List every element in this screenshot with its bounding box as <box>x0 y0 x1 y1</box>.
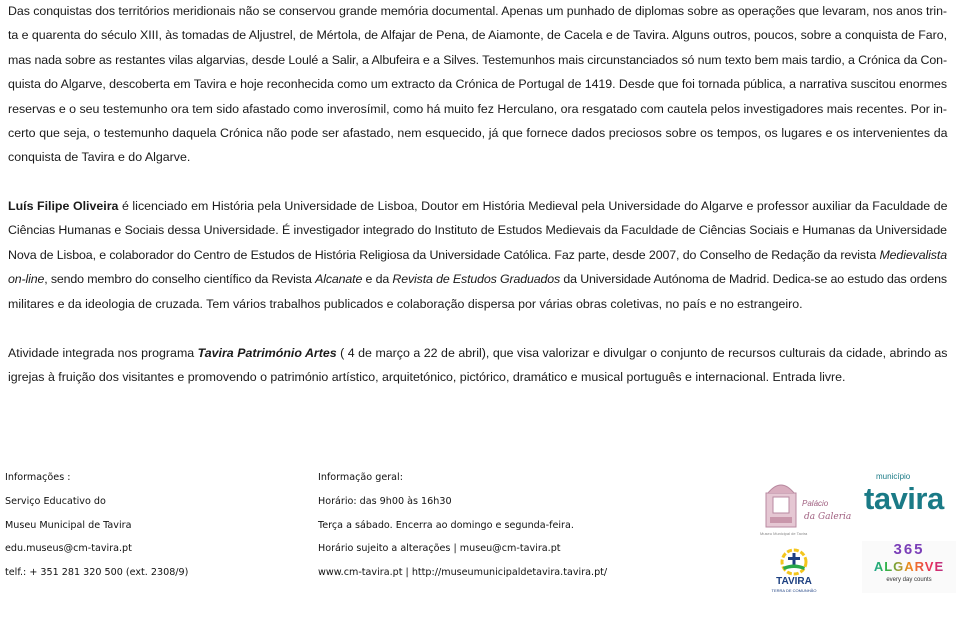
palacio-galeria-logo <box>760 473 850 541</box>
text-segment: e da <box>362 272 393 287</box>
text-segment: conquista de Tavira e do Algarve. <box>8 150 191 165</box>
text-line <box>8 218 948 242</box>
contacts-email[interactable]: edu.museus@cm-tavira.pt <box>5 543 132 555</box>
text-segment: , sendo membro do conselho científico da Revista <box>44 272 316 287</box>
text-line <box>8 194 948 218</box>
municipio-tavira-logo <box>864 472 944 516</box>
text-segment: quista do Algarve, descoberta em Tavira e hoje reconhecida como um extracto da Crónica de Portugal de 1419. Desde que foi tornada pública, a narrativa suscitou enormes <box>8 77 947 92</box>
text-segment: Ciências Humanas e Sociais dessa Universidade. É investigador integrado do Instituto de Estudos Medievais da Faculdade de Ciências Sociais e Humanas da Universidade <box>8 223 947 238</box>
text-segment: reservas e o seu testemunho ora tem sido afastado como inverosímil, como há muito fez Herculano, ora resgatado com cautela pelos investigadores mais recentes. Por in- <box>8 101 947 116</box>
text-line <box>8 243 948 267</box>
text-segment: igrejas à fruição dos visitantes e promovendo o património artístico, arquitetónico, pictórico, dramático e musical português e internacional. Entrada livre. <box>8 370 846 385</box>
contacts-line: Serviço Educativo do <box>5 495 106 507</box>
algarve-wordmark: ALGARVE <box>862 559 956 575</box>
text-segment: Nova de Lisboa, e colaborador do Centro de Estudos de História Religiosa da Universidade Católica. Faz parte, desde 2007, do Conselho de Redação da revista <box>8 247 880 262</box>
contacts-line: Museu Municipal de Tavira <box>5 519 132 531</box>
galeria-text: da Galeria <box>804 512 852 522</box>
text-line <box>8 292 948 316</box>
emphasized-text: Revista de Estudos Graduados <box>392 272 561 287</box>
text-segment: ta e quarenta do século XIII, às tomadas de Aljustrel, de Mértola, de Alfajar de Pena, de Aiamonte, de Cacela e de Tavira. Alguns outros, poucos, sobre a conquista de Faro, <box>8 28 947 43</box>
algarve-365-number: 365 <box>893 541 925 558</box>
general-websites[interactable]: www.cm-tavira.pt | http://museumunicipaldetavira.tavira.pt/ <box>318 567 608 579</box>
text-line <box>8 267 948 291</box>
text-line <box>8 0 948 23</box>
text-line <box>8 72 948 96</box>
emphasized-text: Alcanate <box>315 272 363 287</box>
palacio-caption: Museu Municipal de Tavira <box>760 531 808 536</box>
general-email[interactable]: Horário sujeito a alterações | museu@cm-tavira.pt <box>318 543 561 555</box>
emphasized-text: Luís Filipe Oliveira <box>8 199 119 213</box>
emphasized-text: Tavira Património Artes <box>197 346 337 360</box>
terra-comunhao-text: TERRA DE COMUNHÃO <box>771 588 817 593</box>
palacio-text: Palácio <box>802 499 829 508</box>
text-line <box>8 145 948 169</box>
tavira-text: TAVIRA <box>776 576 812 587</box>
emphasized-text: Medievalista <box>879 247 947 262</box>
tavira-wordmark: tavira <box>864 481 944 516</box>
text-segment: Das conquistas dos territórios meridionais não se conservou grande memória documental. Apenas um punhado de diplomas sobre as operações que levaram, nos anos trin- <box>8 4 947 18</box>
intro-paragraph <box>8 0 948 170</box>
text-segment: é licenciado em História pela Universidade de Lisboa, Doutor em História Medieval pela Universidade do Algarve e professor auxiliar da Faculdade de <box>118 199 948 213</box>
text-segment: da Universidade Autónoma de Madrid. Dedica-se ao estudo das ordens <box>560 272 947 287</box>
text-segment: certo que seja, o testemunho daquela Crónica não pode ser afastado, nem esquecido, já que fornece dados preciosos sobre os tempos, os lugares e os intervenientes da <box>8 125 948 140</box>
general-days: Terça a sábado. Encerra ao domingo e segunda-feira. <box>318 519 574 531</box>
general-hours: Horário: das 9h00 às 16h30 <box>318 495 452 507</box>
footer-general-info <box>318 468 607 587</box>
text-line <box>8 341 948 365</box>
text-segment: ( 4 de março a 22 de abril), que visa valorizar e divulgar o conjunto de recursos culturais da cidade, abrindo as <box>336 346 948 360</box>
contacts-heading: Informações : <box>5 472 71 483</box>
tavira-terra-comunhao-logo <box>770 548 818 594</box>
footer-contacts <box>5 468 188 587</box>
text-line <box>8 365 948 389</box>
cross-emblem-icon <box>780 548 808 576</box>
text-line <box>8 97 948 121</box>
text-segment: militares e da ideologia de cruzada. Tem vários trabalhos publicados e colaboração dispersa por várias obras coletivas, no país e no estrangeiro. <box>8 296 803 311</box>
contacts-phone: telf.: + 351 281 320 500 (ext. 2308/9) <box>5 567 189 579</box>
text-line <box>8 121 948 145</box>
general-heading: Informação geral: <box>318 472 403 483</box>
algarve-365-logo <box>862 541 956 593</box>
palacio-building-icon <box>764 475 800 529</box>
author-bio-paragraph <box>8 194 948 316</box>
text-line <box>8 48 948 72</box>
algarve-tagline: every day counts <box>886 577 932 583</box>
emphasized-text: on-line <box>8 272 45 287</box>
municipio-text: município <box>876 472 911 481</box>
text-segment: Atividade integrada nos programa <box>8 346 198 360</box>
text-line <box>8 23 948 47</box>
activity-paragraph <box>8 341 948 390</box>
text-segment: mas nada sobre as restantes vilas algarvias, desde Loulé a Salir, a Albufeira e a Silves. Testemunhos mais circunstanciados só num texto bem mais tardio, a Crónica da Con- <box>8 52 947 67</box>
